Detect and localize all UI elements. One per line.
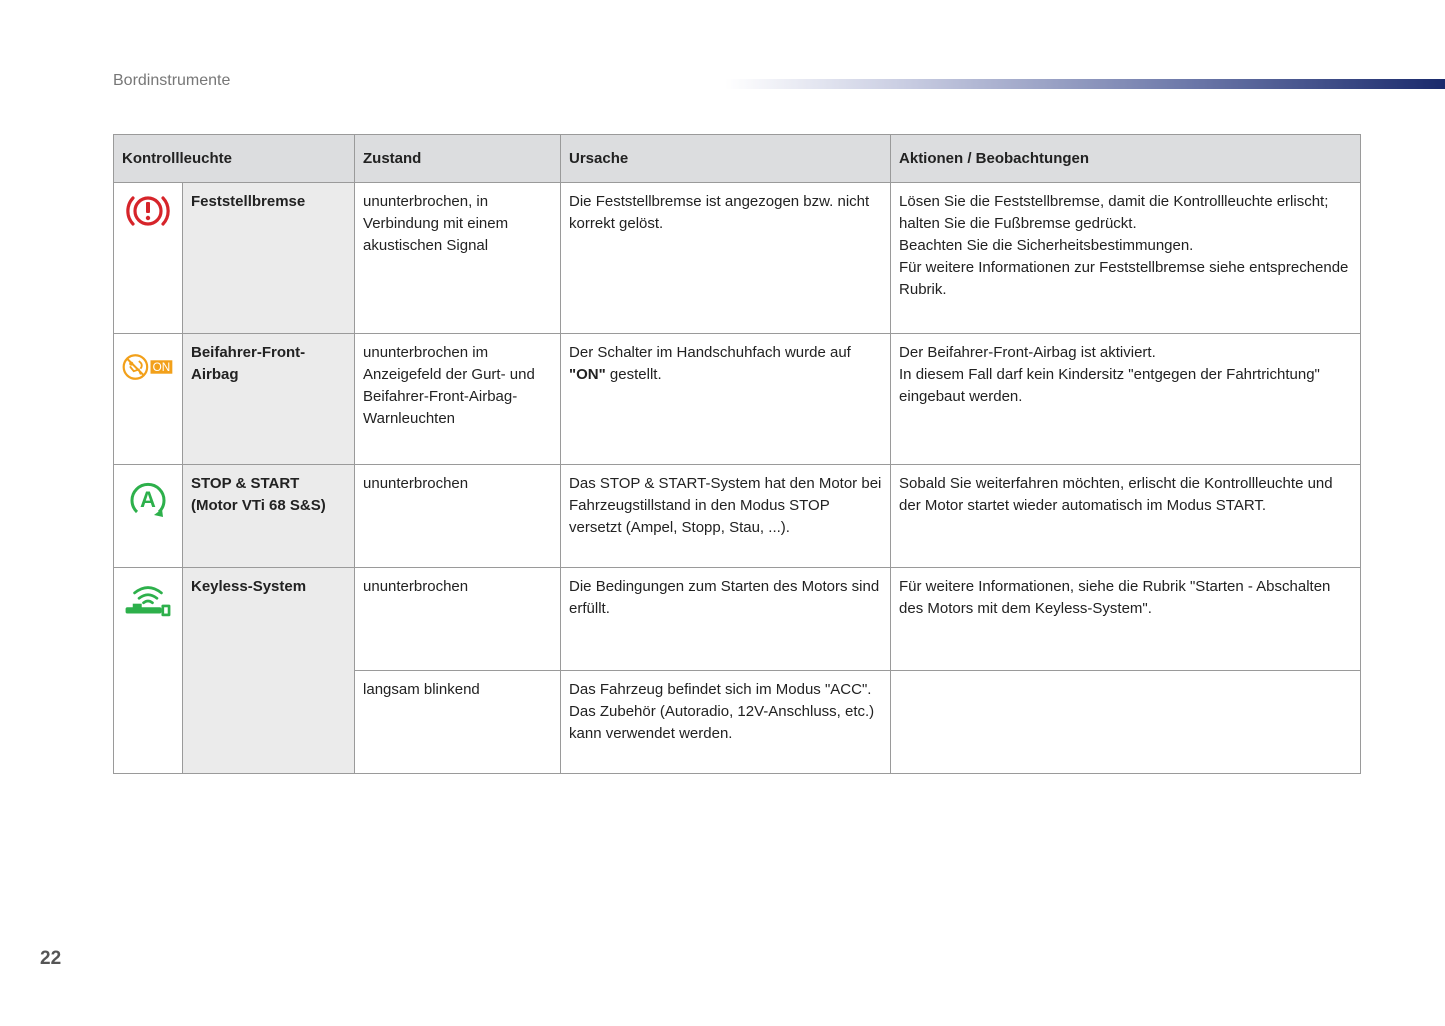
warning-lights-table (113, 134, 1361, 774)
column-header-kontrollleuchte: Kontrollleuchte (114, 135, 355, 183)
icon-cell (114, 568, 183, 774)
table-header-row (114, 135, 1361, 183)
warning-light-name: Feststellbremse (183, 183, 355, 334)
header-gradient-bar (725, 79, 1445, 89)
warning-light-name: STOP & START (Motor VTi 68 S&S) (183, 465, 355, 568)
state-cell: ununterbrochen (355, 568, 561, 671)
action-cell: Für weitere Informationen, siehe die Rubrik "Starten - Abschalten des Motors mit dem Keyless-System". (891, 568, 1361, 671)
table-row (114, 334, 1361, 465)
cause-text-end: gestellt. (609, 366, 662, 383)
table-row (114, 465, 1361, 568)
stop-start-icon (125, 479, 171, 519)
action-cell: Sobald Sie weiterfahren möchten, erlischt die Kontrollleuchte und der Motor startet wieder automatisch im Modus START. (891, 465, 1361, 568)
icon-cell (114, 183, 183, 334)
cause-text: Der Schalter im Handschuhfach wurde auf (569, 344, 851, 361)
state-cell: ununterbrochen (355, 465, 561, 568)
passenger-airbag-on-icon (122, 350, 174, 384)
keyless-system-icon (122, 582, 174, 620)
cause-cell: Die Bedingungen zum Starten des Motors sind erfüllt. (561, 568, 891, 671)
column-header-ursache: Ursache (561, 135, 891, 183)
warning-light-name: Beifahrer-Front-Airbag (183, 334, 355, 465)
cause-cell (561, 334, 891, 465)
cause-bold-text: "ON" (569, 366, 606, 383)
stop-start-letter: A (140, 487, 156, 512)
airbag-on-label: ON (152, 361, 171, 375)
state-cell: ununterbrochen, in Verbindung mit einem akustischen Signal (355, 183, 561, 334)
parking-brake-icon (123, 191, 173, 231)
column-header-zustand: Zustand (355, 135, 561, 183)
state-cell: ununterbrochen im Anzeigefeld der Gurt- und Beifahrer-Front-Airbag-Warnleuchten (355, 334, 561, 465)
cause-cell: Das STOP & START-System hat den Motor bei Fahrzeugstillstand in den Modus STOP versetzt (Ampel, Stopp, Stau, ...). (561, 465, 891, 568)
cause-cell: Das Fahrzeug befindet sich im Modus "ACC". Das Zubehör (Autoradio, 12V-Anschluss, etc.) kann verwendet werden. (561, 671, 891, 774)
table-row (114, 183, 1361, 334)
state-cell: langsam blinkend (355, 671, 561, 774)
action-cell: Lösen Sie die Feststellbremse, damit die Kontrollleuchte erlischt; halten Sie die Fußbremse gedrückt. Beachten Sie die Sicherheitsbestimmungen. Für weitere Informationen zur Feststellbremse siehe entsprechende Rubrik. (891, 183, 1361, 334)
table-row (114, 568, 1361, 671)
icon-cell (114, 334, 183, 465)
cause-cell: Die Feststellbremse ist angezogen bzw. nicht korrekt gelöst. (561, 183, 891, 334)
column-header-aktionen: Aktionen / Beobachtungen (891, 135, 1361, 183)
warning-light-name: Keyless-System (183, 568, 355, 774)
page-number: 22 (40, 948, 62, 969)
action-cell (891, 671, 1361, 774)
icon-cell (114, 465, 183, 568)
section-title: Bordinstrumente (113, 72, 231, 89)
action-cell: Der Beifahrer-Front-Airbag ist aktiviert. In diesem Fall darf kein Kindersitz "entgegen der Fahrtrichtung" eingebaut werden. (891, 334, 1361, 465)
